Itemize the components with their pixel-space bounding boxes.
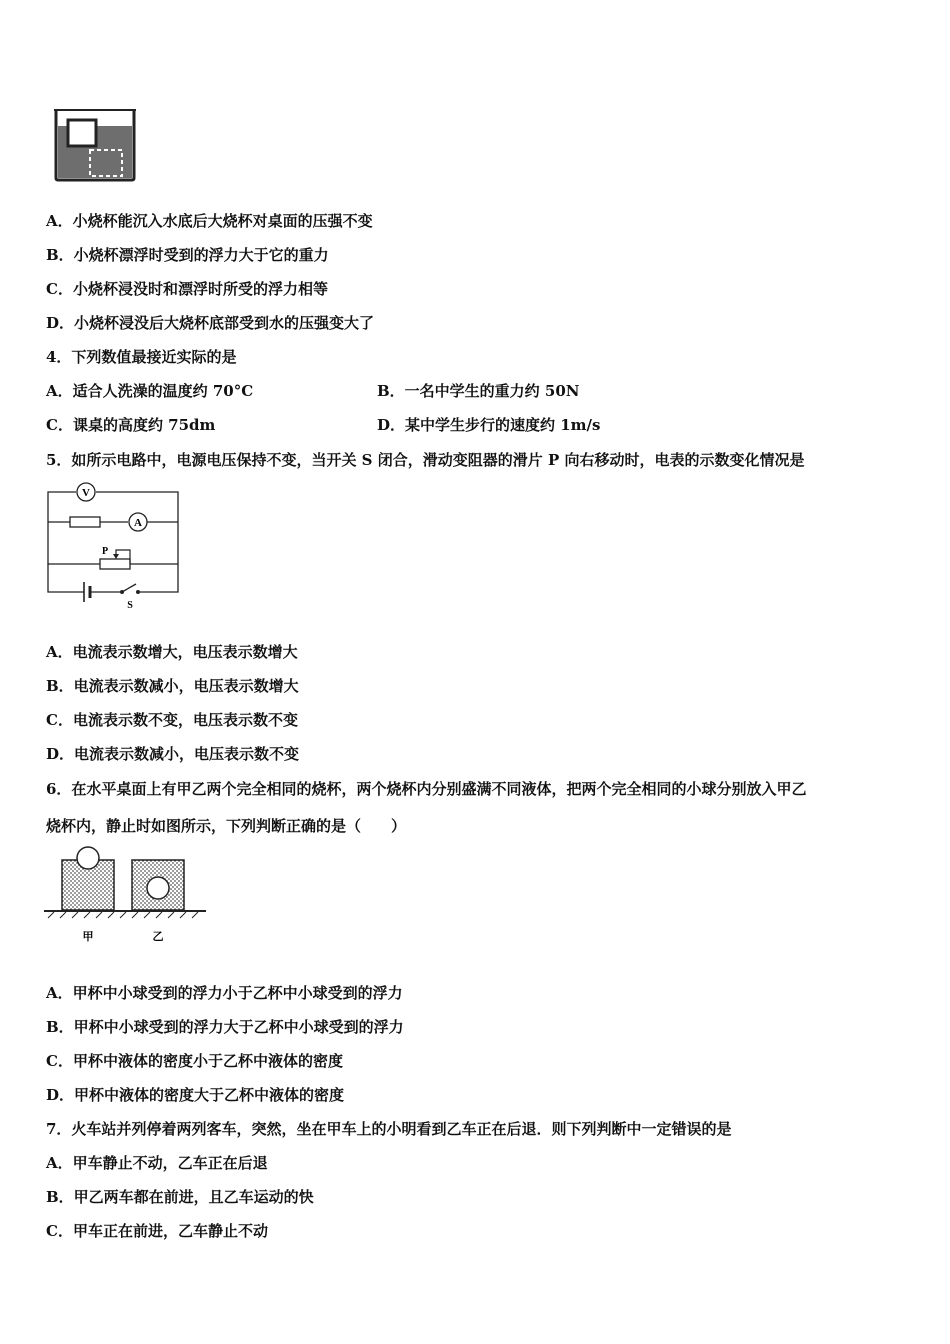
- q6-option-d: D．甲杯中液体的密度大于乙杯中液体的密度: [46, 1086, 345, 1104]
- circuit-figure: [44, 480, 184, 612]
- q4-option-a: A．适合人洗澡的温度约 70°C: [46, 382, 254, 400]
- q6-stem-line1: 6．在水平桌面上有甲乙两个完全相同的烧杯，两个烧杯内分别盛满不同液体，把两个完全相同的小球分别放入甲乙: [46, 780, 807, 798]
- q6-stem-line2: 烧杯内，静止时如图所示，下列判断正确的是（ ）: [46, 817, 407, 835]
- q5-option-d: D．电流表示数减小，电压表示数不变: [46, 745, 300, 763]
- q5-option-a: A．电流表示数增大，电压表示数增大: [46, 643, 298, 661]
- beaker-figure: [50, 106, 140, 184]
- ball-right: [147, 877, 169, 899]
- q4-option-b: B．一名中学生的重力约 50N: [377, 382, 580, 400]
- q7-option-a: A．甲车静止不动，乙车正在后退: [46, 1154, 268, 1172]
- label-jia: 甲: [82, 931, 94, 943]
- q3-option-a: A．小烧杯能沉入水底后大烧杯对桌面的压强不变: [46, 212, 373, 230]
- q5-option-b: B．电流表示数减小，电压表示数增大: [46, 677, 299, 695]
- q3-option-c: C．小烧杯浸没时和漂浮时所受的浮力相等: [46, 280, 328, 298]
- q6-option-a: A．甲杯中小球受到的浮力小于乙杯中小球受到的浮力: [46, 984, 403, 1002]
- q7-stem: 7．火车站并列停着两列客车，突然，坐在甲车上的小明看到乙车正在后退．则下列判断中一定错误的是: [46, 1120, 732, 1138]
- rheostat-icon: [100, 559, 130, 569]
- q5-stem: 5．如所示电路中，电源电压保持不变，当开关 S 闭合，滑动变阻器的滑片 P 向右移动时，电表的示数变化情况是: [46, 451, 805, 469]
- q7-option-b: B．甲乙两车都在前进，且乙车运动的快: [46, 1188, 314, 1206]
- ball-left: [77, 847, 99, 869]
- q5-option-c: C．电流表示数不变，电压表示数不变: [46, 711, 298, 729]
- label-yi: 乙: [152, 931, 164, 943]
- q3-option-b: B．小烧杯漂浮时受到的浮力大于它的重力: [46, 246, 329, 264]
- q4-stem: 4．下列数值最接近实际的是: [46, 348, 237, 366]
- q4-option-d: D．某中学生步行的速度约 1m/s: [377, 416, 601, 434]
- q6-option-c: C．甲杯中液体的密度小于乙杯中液体的密度: [46, 1052, 343, 1070]
- beakers-figure: [44, 846, 206, 946]
- ammeter-label: A: [134, 517, 142, 529]
- slider-label: P: [101, 546, 109, 557]
- q6-option-b: B．甲杯中小球受到的浮力大于乙杯中小球受到的浮力: [46, 1018, 404, 1036]
- q3-option-d: D．小烧杯浸没后大烧杯底部受到水的压强变大了: [46, 314, 375, 332]
- voltmeter-label: V: [82, 487, 90, 499]
- resistor-icon: [70, 517, 100, 527]
- q4-option-c: C．课桌的高度约 75dm: [46, 416, 216, 434]
- q7-option-c: C．甲车正在前进，乙车静止不动: [46, 1222, 268, 1240]
- switch-label: S: [127, 600, 133, 611]
